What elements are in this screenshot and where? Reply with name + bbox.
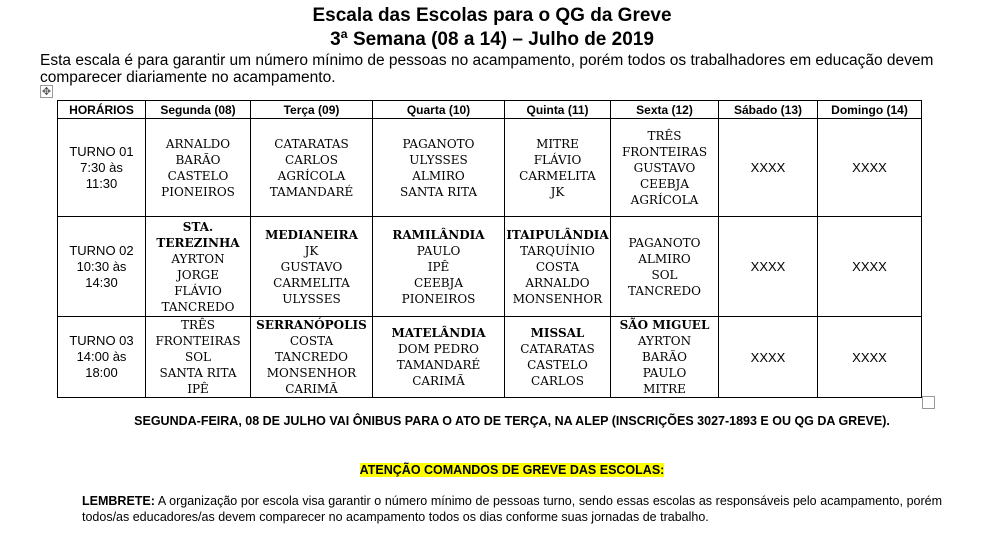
header-terca: Terça (09): [251, 101, 373, 119]
attention-text: ATENÇÃO COMANDOS DE GREVE DAS ESCOLAS:: [359, 463, 665, 477]
school-name: TANCREDO: [628, 283, 701, 298]
reminder-paragraph: [82, 493, 942, 525]
shift-time-line: 18:00: [85, 365, 118, 380]
schedule-cell-sabado: XXXX: [719, 217, 818, 317]
schedule-table: [57, 100, 922, 398]
school-name: ARNALDO: [525, 275, 590, 290]
shift-row: [58, 217, 922, 317]
school-name: TRÊS: [647, 128, 682, 143]
school-name: ALMIRO: [638, 251, 691, 266]
shift-time-line: TURNO 01: [69, 143, 134, 159]
school-name: COSTA: [289, 334, 334, 348]
shift-time-line: TURNO 03: [69, 333, 134, 348]
shift-time-line: 11:30: [85, 175, 118, 191]
school-head: MATELÂNDIA: [391, 326, 486, 340]
school-name: TRÊS: [180, 318, 216, 332]
school-name: TAMANDARÉ: [269, 184, 354, 199]
school-name: GUSTAVO: [280, 259, 343, 274]
school-head: ITAIPULÂNDIA: [506, 227, 609, 242]
schedule-cell-terca: [251, 317, 373, 398]
school-name: CARIMÃ: [285, 382, 338, 396]
header-segunda: Segunda (08): [146, 101, 251, 119]
school-name: BARÃO: [641, 350, 688, 364]
school-name: JK: [550, 184, 565, 199]
school-name: PIONEIROS: [401, 291, 476, 306]
school-head: SERRANÓPOLIS: [256, 318, 367, 332]
schedule-cell-segunda: [146, 217, 251, 317]
school-name: SANTA RITA: [159, 366, 237, 380]
schedule-cell-quarta: [373, 119, 505, 217]
school-name: SOL: [651, 267, 678, 282]
schedule-cell-segunda: [146, 317, 251, 398]
school-name: MITRE: [536, 136, 579, 151]
school-name: PAGANOTO: [402, 136, 475, 151]
schedule-cell-quinta: [505, 119, 611, 217]
school-head: SÃO MIGUEL: [619, 318, 710, 332]
shift-row: [58, 119, 922, 217]
intro-paragraph: Esta escala é para garantir um número mínimo de pessoas no acampamento, porém todos os trabalhadores em educação devem comparecer diariamente no acampamento.: [40, 52, 934, 86]
header-quinta: Quinta (11): [505, 101, 611, 119]
schedule-cell-domingo: XXXX: [818, 119, 922, 217]
school-name: FLÁVIO: [533, 152, 582, 167]
schedule-cell-quinta: [505, 317, 611, 398]
schedule-cell-sabado: XXXX: [719, 119, 818, 217]
school-name: DOM PEDRO: [398, 342, 479, 356]
school-name: JORGE: [176, 267, 220, 282]
school-name: IPÊ: [427, 259, 450, 274]
school-name: MONSENHOR: [266, 366, 357, 380]
school-name: SANTA RITA: [399, 184, 477, 199]
schedule-cell-domingo: XXXX: [818, 317, 922, 398]
header-horarios: HORÁRIOS: [58, 101, 146, 119]
school-name: FLÁVIO: [174, 283, 222, 298]
schedule-cell-terca: [251, 217, 373, 317]
school-name: ALMIRO: [412, 168, 465, 183]
header-row: [58, 101, 922, 119]
school-name: CEEBJA: [640, 176, 689, 191]
school-name: TANCREDO: [161, 299, 235, 314]
school-name: MONSENHOR: [512, 291, 603, 306]
header-quarta: Quarta (10): [373, 101, 505, 119]
schedule-cell-sexta: [611, 217, 719, 317]
school-name: AGRÍCOLA: [630, 192, 699, 207]
school-name: CARIMÃ: [412, 374, 465, 388]
school-name: IPÊ: [187, 382, 209, 396]
school-name: PAULO: [642, 366, 687, 380]
attention-banner: [0, 461, 984, 479]
school-name: CEEBJA: [414, 275, 463, 290]
shift-time-cell: [58, 119, 146, 217]
school-name: ULYSSES: [282, 291, 341, 306]
school-name: CASTELO: [167, 168, 229, 183]
reminder-label: LEMBRETE:: [82, 494, 155, 508]
school-name: JK: [304, 243, 319, 258]
shift-time-line: 7:30 às: [80, 159, 123, 175]
schedule-cell-quarta: [373, 317, 505, 398]
shift-time-line: 14:00 às: [76, 349, 127, 364]
school-name: CARMELITA: [519, 168, 596, 183]
schedule-cell-quarta: [373, 217, 505, 317]
school-name: CASTELO: [527, 358, 588, 372]
school-head: MISSAL: [530, 326, 585, 340]
shift-time-cell: [58, 217, 146, 317]
shift-time-line: 14:30: [85, 274, 118, 290]
school-name: AGRÍCOLA: [277, 168, 346, 183]
schedule-cell-sabado: XXXX: [719, 317, 818, 398]
document-title: Escala das Escolas para o QG da Greve: [312, 5, 672, 26]
document-subtitle: 3ª Semana (08 a 14) – Julho de 2019: [330, 29, 654, 50]
move-arrows-icon[interactable]: ✥: [41, 86, 52, 98]
school-name: AYRTON: [637, 334, 692, 348]
reminder-text: A organização por escola visa garantir o número mínimo de pessoas turno, sendo essas escolas as responsáveis pelo acampamento, porém todos/as educadores/as devem comparecer no acampamento todos os dias conforme suas jornadas de trabalho.: [82, 494, 942, 524]
shift-time-line: TURNO 02: [69, 242, 134, 258]
school-name: MITRE: [643, 382, 686, 396]
school-name: SOL: [184, 350, 212, 364]
school-name: CARLOS: [285, 152, 338, 167]
schedule-cell-sexta: [611, 119, 719, 217]
school-head: STA. TEREZINHA: [156, 219, 240, 250]
school-head: RAMILÂNDIA: [392, 227, 485, 242]
school-name: CATARATAS: [274, 136, 349, 151]
schedule-cell-quinta: [505, 217, 611, 317]
school-name: GUSTAVO: [633, 160, 696, 175]
school-name: AYRTON: [171, 251, 225, 266]
school-name: PAULO: [416, 243, 461, 258]
school-name: TARQUÍNIO: [520, 243, 595, 258]
school-name: CARLOS: [531, 374, 584, 388]
shift-time-cell: [58, 317, 146, 398]
schedule-cell-sexta: [611, 317, 719, 398]
school-name: ARNALDO: [165, 136, 231, 151]
header-sabado: Sábado (13): [719, 101, 818, 119]
school-name: FRONTEIRAS: [155, 334, 241, 348]
shift-row: [58, 317, 922, 398]
school-name: ULYSSES: [409, 152, 468, 167]
school-name: TAMANDARÉ: [396, 358, 481, 372]
header-sexta: Sexta (12): [611, 101, 719, 119]
school-head: MEDIANEIRA: [265, 227, 358, 242]
schedule-cell-terca: [251, 119, 373, 217]
school-name: TANCREDO: [275, 350, 348, 364]
schedule-cell-segunda: [146, 119, 251, 217]
schedule-cell-domingo: XXXX: [818, 217, 922, 317]
school-name: BARÃO: [175, 152, 221, 167]
school-name: CATARATAS: [520, 342, 595, 356]
school-name: PAGANOTO: [628, 235, 701, 250]
shift-time-line: 10:30 às: [76, 258, 127, 274]
resize-handle-icon[interactable]: [922, 396, 935, 409]
bus-notice: SEGUNDA-FEIRA, 08 DE JULHO VAI ÔNIBUS PARA O ATO DE TERÇA, NA ALEP (INSCRIÇÕES 3027-1893 E OU QG DA GREVE).: [134, 414, 890, 428]
school-name: COSTA: [535, 259, 580, 274]
header-domingo: Domingo (14): [818, 101, 922, 119]
school-name: FRONTEIRAS: [621, 144, 708, 159]
school-name: PIONEIROS: [161, 184, 235, 199]
school-name: CARMELITA: [273, 275, 350, 290]
